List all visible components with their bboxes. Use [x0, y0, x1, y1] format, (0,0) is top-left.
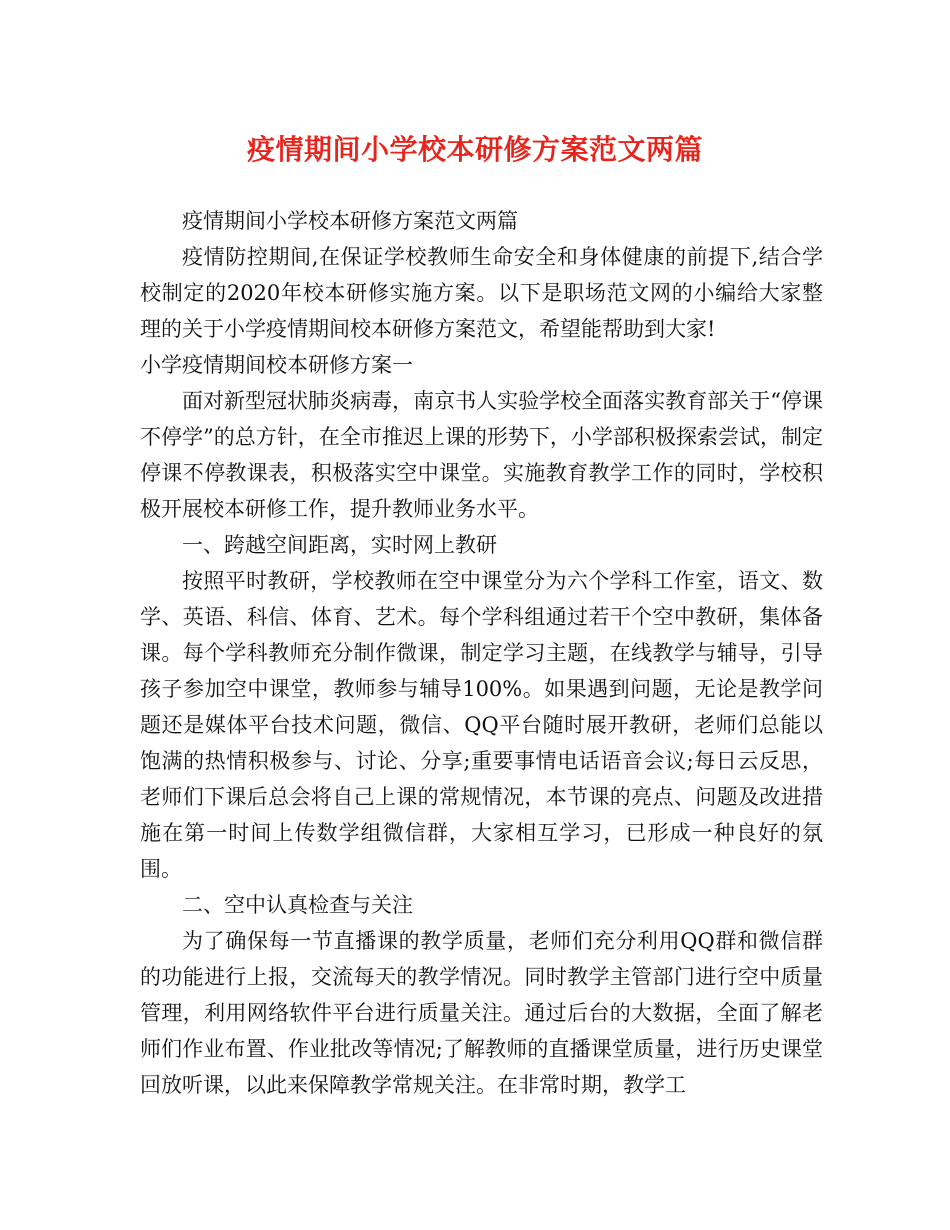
paragraph: 疫情防控期间,在保证学校教师生命安全和身体健康的前提下,结合学校制定的2020年校本研修实施方案。以下是职场范文网的小编给大家整理的关于小学疫情期间校本研修方案范文，希望能帮助到大家! — [140, 245, 823, 341]
paragraph: 疫情期间小学校本研修方案范文两篇 — [182, 209, 518, 233]
paragraph: 一、跨越空间距离，实时网上教研 — [182, 533, 497, 557]
paragraph: 二、空中认真检查与关注 — [182, 893, 413, 917]
document-body — [140, 203, 823, 1103]
paragraph: 面对新型冠状肺炎病毒，南京书人实验学校全面落实教育部关于“停课不停学”的总方针，在全市推迟上课的形势下，小学部积极探索尝试，制定停课不停教课表，积极落实空中课堂。实施教育教学工作的同时，学校积极开展校本研修工作，提升教师业务水平。 — [140, 389, 823, 521]
paragraph: 小学疫情期间校本研修方案一 — [140, 353, 413, 377]
paragraph: 为了确保每一节直播课的教学质量，老师们充分利用QQ群和微信群的功能进行上报，交流每天的教学情况。同时教学主管部门进行空中质量管理，利用网络软件平台进行质量关注。通过后台的大数据，全面了解老师们作业布置、作业批改等情况;了解教师的直播课堂质量，进行历史课堂回放听课，以此来保障教学常规关注。在非常时期，教学工 — [140, 929, 823, 1097]
paragraph: 按照平时教研，学校教师在空中课堂分为六个学科工作室，语文、数学、英语、科信、体育、艺术。每个学科组通过若干个空中教研，集体备课。每个学科教师充分制作微课，制定学习主题，在线教学与辅导，引导孩子参加空中课堂，教师参与辅导100%。如果遇到问题，无论是教学问题还是媒体平台技术问题，微信、QQ平台随时展开教研，老师们总能以饱满的热情积极参与、讨论、分享;重要事情电话语音会议;每日云反思，老师们下课后总会将自己上课的常规情况，本节课的亮点、问题及改进措施在第一时间上传数学组微信群，大家相互学习，已形成一种良好的氛围。 — [140, 569, 823, 881]
document-title: 疫情期间小学校本研修方案范文两篇 — [246, 133, 703, 166]
